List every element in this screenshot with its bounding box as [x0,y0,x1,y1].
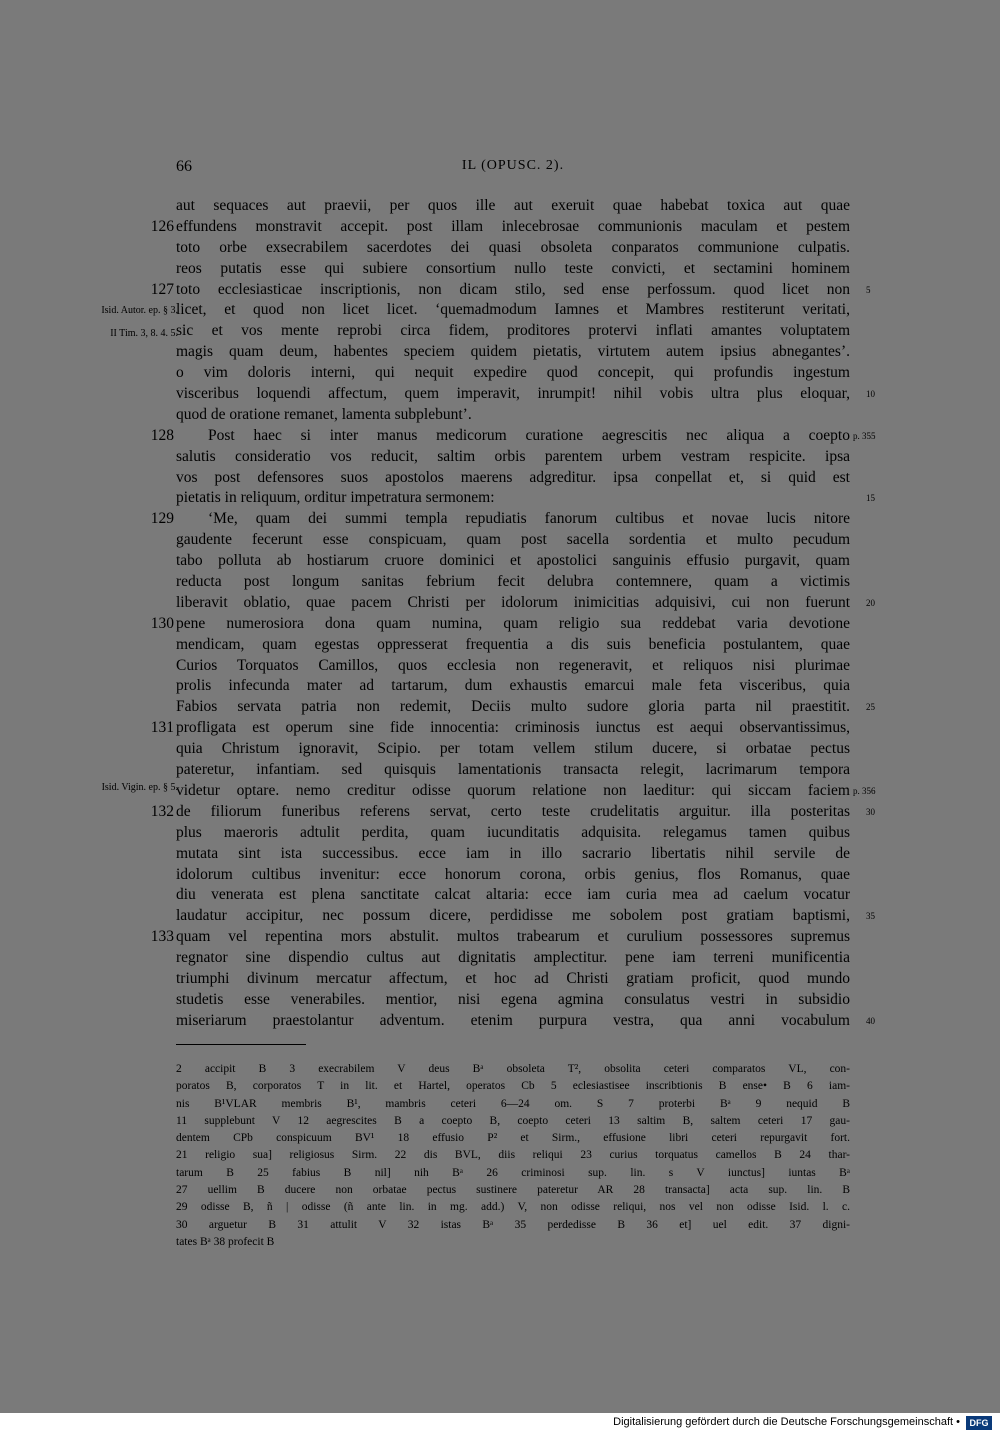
footnote-text: tarum B 25 fabius B nil] nih Bᵃ 26 criminosi sup. lin. s V iunctus] iuntas Bᵃ [176,1166,850,1179]
text-line [0,238,1000,259]
line-text: videtur optare. nemo creditur odisse quorum relatione non laeditur: qui siccam faciem [176,781,850,799]
line-number: 40 [866,1015,875,1026]
line-number: 10 [866,389,875,400]
footnote-line [0,1147,1000,1164]
line-text: licet, et quod non licet licet. ‘quemadmodum Iamnes et Mambres restiterunt veritati, [176,301,850,319]
text-line [0,865,1000,886]
page-number: 66 [176,158,192,175]
text-line [0,990,1000,1011]
footnote-text: 21 religio sua] religiosus Sirm. 22 dis BVL, diis reliqui 23 curius torquatus camellos B 24 thar- [176,1149,850,1162]
line-text: salutis consideratio vos reducit, saltim orbis parentem urbem vestram respicite. ipsa [176,447,850,465]
text-line [0,447,1000,468]
line-text: prolis infecunda mater ad tartarum, dum exhaustis emarcui male feta visceribus, quia [176,677,850,695]
footnote-text: 11 supplebunt V 12 aegrescites B a coepto B, coepto ceteri 13 saltim B, saltem ceteri 17 gau- [176,1114,850,1127]
section-number: 126 [150,217,174,235]
line-text: quam vel repentina mors abstulit. multos trabearum et curulium possessores supremus [176,928,850,946]
margin-note: Isid. Autor. ep. § 3. [101,305,178,316]
section-number: 129 [150,510,174,528]
text-line [0,969,1000,990]
section-number: 133 [150,928,174,946]
text-line [0,593,1000,614]
footnote-line [0,1113,1000,1130]
text-line [0,885,1000,906]
line-text: mutata sint ista successibus. ecce iam in illo sacrario libertatis nihil servile de [176,844,850,862]
text-line [0,259,1000,280]
text-line [0,760,1000,781]
line-text: visceribus loquendi affectum, quem imperavit, inrumpit! nihil vobis ultra plus eloquar, [176,385,850,403]
text-line [0,196,1000,217]
section-number: 127 [150,280,174,298]
line-text: tabo polluta ab hostiarum cruore dominici et apostolici sanguinis effusio purgavit, quam [176,552,850,570]
line-text: o vim doloris interni, qui nequit expedire quod concepit, qui profundis ingestum [176,364,850,382]
margin-note: II Tim. 3, 8. 4. 5. [110,328,178,339]
text-line [0,363,1000,384]
footnote-text: 2 accipit B 3 execrabilem V deus Bᵃ obsoleta T², obsolita ceteri comparatos VL, con- [176,1063,850,1075]
line-text: triumphi divinum mercatur affectum, et hoc ad Christi gratiam proficit, quod mundo [176,969,850,987]
line-number: 25 [866,702,875,713]
line-text: quod de oratione remanet, lamenta subplebunt’. [176,405,472,423]
page-header [176,158,850,184]
line-text: pateretur, infantiam. sed quisquis lamentationis transacta relegit, lacrimarum tempora [176,761,850,779]
line-text: vos post defensores suos apostolos maerens adgreditur. ipsa conpellat et, si quid est [176,468,850,486]
line-text: aut sequaces aut praevii, per quos ille aut exeruit quae habebat toxica aut quae [176,197,850,214]
text-line [0,697,1000,718]
dfg-logo: DFG [966,1416,992,1430]
text-line [0,906,1000,927]
text-line [0,823,1000,844]
line-text: plus maeroris adtulit perdita, quam iucunditatis adquisita. relegamus tamen quibus [176,823,850,841]
text-line [0,384,1000,405]
text-line [0,614,1000,635]
footnote-line [0,1096,1000,1113]
footnote-text: 30 arguetur B 31 attulit V 32 istas Bᵃ 35 perdedisse B 36 et] uel edit. 37 digni- [176,1218,850,1231]
line-text: idolorum cultibus invenitur: ecce honorum corona, orbis genius, flos Romanus, quae [176,865,850,883]
line-text: toto orbe exsecrabilem sacerdotes dei quasi obsoleta conparatos communione culpatis. [176,238,850,256]
line-text: regnator sine dispendio cultus aut dignitatis amplectitur. pene iam terreni munificentia [176,949,850,967]
footer-bar [0,1413,1000,1434]
apparatus-criticus [0,1061,1000,1251]
text-line [0,426,1000,447]
text-line [0,551,1000,572]
section-number: 131 [150,719,174,737]
line-text: laudatur accipitur, nec possum dicere, perdidisse me sobolem post gratiam baptismi, [176,907,850,925]
footnote-text: nis B¹VLAR membris B¹, mambris ceteri 6—24 om. S 7 proterbi Bᵃ 9 nequid B [176,1097,850,1110]
text-line [0,342,1000,363]
text-line [0,468,1000,489]
line-number: 35 [866,911,875,922]
section-number: 130 [150,614,174,632]
footnote-line [0,1130,1000,1147]
text-line [0,509,1000,530]
text-line [0,948,1000,969]
line-text: reducta post longum sanitas febrium fecit delubra contemnere, quam a victimis [176,573,850,591]
line-text: pietatis in reliquum, orditur impetratura sermonem: [176,489,495,507]
text-line [0,656,1000,677]
line-text: pene numerosiora dona quam numina, quam religio sua reddebat varia devotione [176,614,850,632]
line-text: toto ecclesiasticae inscriptionis, non dicam stilo, sed ense perfossum. quod licet non [176,280,850,298]
text-line [0,1011,1000,1032]
text-line [0,676,1000,697]
footnote-rule [176,1044,306,1045]
line-text: Fabios servata patria non redemit, Deciis multo sudore gloria parta nil praestitit. [176,698,850,716]
line-text: Curios Torquatos Camillos, quos ecclesia non regeneravit, et reliquos nisi plurimae [176,656,850,674]
line-number: 15 [866,493,875,504]
line-text: diu venerata est plena sanctitate calcat altaria: ecce iam curia mea ad caelum vocatur [176,886,850,904]
main-text [0,196,1000,1032]
footer-credit: Digitalisierung gefördert durch die Deutsche Forschungsgemeinschaft • [613,1416,960,1428]
footnote-line [0,1234,1000,1251]
page-reference: p. 355 [853,430,876,441]
line-text: miseriarum praestolantur adventum. etenim purpura vestra, qua anni vocabulum [176,1011,850,1029]
footnote-text: tates Bᵃ 38 profecit B [176,1235,275,1248]
line-text: Post haec si inter manus medicorum curatione aegrescitis nec aliqua a coepto [208,426,850,444]
footnote-text: 29 odisse B, ñ | odisse (ñ ante lin. in mg. add.) V, non odisse reliqui, nos vel non odisse Isid. l. c. [176,1201,850,1214]
line-text: effundens monstravit accepit. post illam inlecebrosae communionis maculam et pestem [176,217,850,235]
running-title: IL (OPUSC. 2). [461,158,565,173]
text-line [0,530,1000,551]
text-line [0,635,1000,656]
footnote-line [0,1217,1000,1234]
text-line [0,488,1000,509]
footnote-line [0,1199,1000,1216]
text-line [0,405,1000,426]
line-text: de filiorum funeribus referens servat, certo teste crudelitatis arguitur. illa posteritas [176,802,850,820]
page-reference: p. 356 [853,785,876,796]
line-text: studetis esse venerabiles. mentior, nisi egena agmina consulatus vestri in subsidio [176,990,850,1008]
footnote-text: dentem CPb conspicuum BV¹ 18 effusio P² et Sirm., effusione libri ceteri repurgavit fort. [176,1132,850,1145]
footnote-line [0,1061,1000,1078]
line-number: 30 [866,806,875,817]
text-line [0,927,1000,948]
footnote-line [0,1182,1000,1199]
line-text: ‘Me, quam dei summi templa repudiatis fanorum cultibus et novae lucis nitore [208,510,850,528]
line-number: 20 [866,597,875,608]
line-text: gaudente fecerunt esse conspicuam, quam post sacella sordentia et multo pecudum [176,531,850,549]
text-line [0,802,1000,823]
line-text: profligata est operum sine fide innocentia: criminosis iunctus est aequi observantissimus, [176,719,850,737]
line-text: liberavit oblatio, quae pacem Christi per idolorum inimicitias adquisivi, cui non fuerunt [176,593,850,611]
footnote-line [0,1078,1000,1095]
section-number: 132 [150,802,174,820]
line-text: sic et vos mente reprobi circa fidem, proditores protervi inflati amantes voluptatem [176,322,850,340]
line-text: magis quam deum, habentes speciem quidem pietatis, virtutem autem ipsius abnegantes’. [176,343,850,361]
text-line [0,572,1000,593]
line-text: reos putatis esse qui subiere consortium nullo teste convicti, et sectamini hominem [176,259,850,277]
footnote-text: 27 uellim B ducere non orbatae pectus sustinere pateretur AR 28 transacta] acta sup. lin. B [176,1184,850,1197]
line-text: quia Christum ignoravit, Scipio. per totam vellem stilum ducere, si orbatae pectus [176,740,850,758]
line-number: 5 [866,284,871,295]
text-line [0,844,1000,865]
text-line [0,217,1000,238]
footnote-text: poratos B, corporatos T in lit. et Hartel, operatos Cb 5 eclesiastisee inscribtionis B ense• B 6 iam- [176,1080,850,1093]
footnote-line [0,1165,1000,1182]
margin-note: Isid. Vigin. ep. § 5. [101,782,178,793]
text-line [0,280,1000,301]
line-text: mendicam, quam egestas oppresserat frequentia a dis suis beneficia postulantem, quae [176,635,850,653]
section-number: 128 [150,426,174,444]
text-line [0,718,1000,739]
text-line [0,739,1000,760]
